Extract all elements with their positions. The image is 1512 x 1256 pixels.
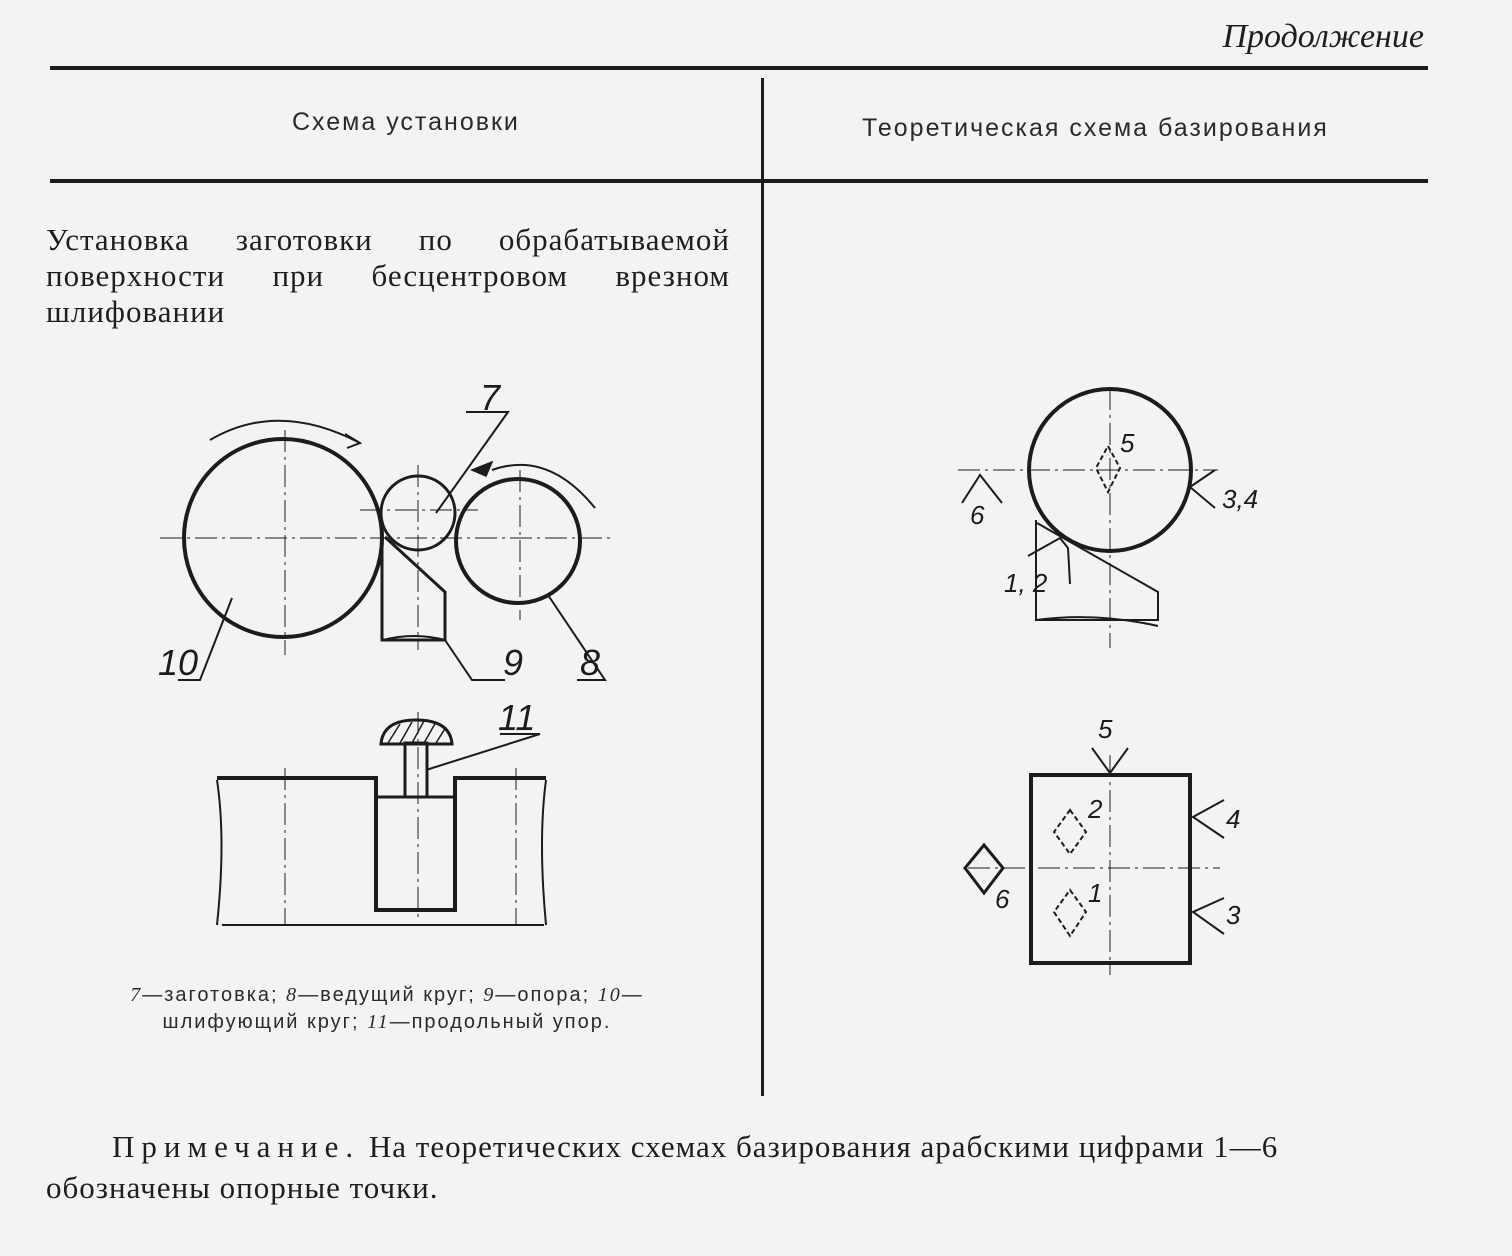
note-text: На теоретических схемах базирования арабскими цифрами 1—6 обозначены опорные точки. (46, 1129, 1279, 1205)
basing-label-4-bottom: 4 (1226, 804, 1241, 834)
basing-label-1-2: 1, 2 (1004, 568, 1048, 598)
legend-num-11: 11 (367, 1011, 390, 1033)
basing-label-3-4: 3,4 (1222, 484, 1259, 514)
callout-8: 8 (580, 642, 601, 683)
basing-label-1-bottom: 1 (1088, 878, 1103, 908)
callout-7: 7 (480, 377, 501, 418)
basing-label-3-bottom: 3 (1226, 900, 1241, 930)
continuation-label: Продолжение (1222, 18, 1424, 55)
basing-label-6-bottom: 6 (995, 884, 1010, 914)
basing-label-5-bottom: 5 (1098, 714, 1113, 744)
callout-10: 10 (158, 642, 199, 683)
legend-num-7: 7 (130, 984, 143, 1006)
legend-num-8: 8 (286, 984, 299, 1006)
legend-text-9: —опора; (495, 984, 598, 1006)
column-header-basing: Теоретическая схема базирования (862, 114, 1329, 142)
legend-num-10: 10 (597, 984, 622, 1006)
legend-num-9: 9 (483, 984, 496, 1006)
setup-legend (122, 982, 652, 1036)
note-lead: Примечание. (112, 1129, 361, 1164)
footnote (46, 1126, 1426, 1208)
legend-text-11: —продольный упор. (389, 1011, 612, 1033)
setup-title: Установка заготовки по обрабатываемой поверхности при бесцентровом врезном шлифовании (46, 222, 730, 329)
legend-text-7: —заготовка; (142, 984, 287, 1006)
legend-text-8: —ведущий круг; (298, 984, 484, 1006)
column-header-setup: Схема установки (292, 108, 520, 136)
legend-text-10: —шлифующий круг; (162, 984, 644, 1033)
callout-9: 9 (503, 642, 524, 683)
basing-label-6: 6 (970, 500, 985, 530)
basing-label-2-bottom: 2 (1088, 794, 1103, 824)
basing-label-5: 5 (1120, 428, 1135, 458)
callout-11: 11 (498, 697, 536, 738)
